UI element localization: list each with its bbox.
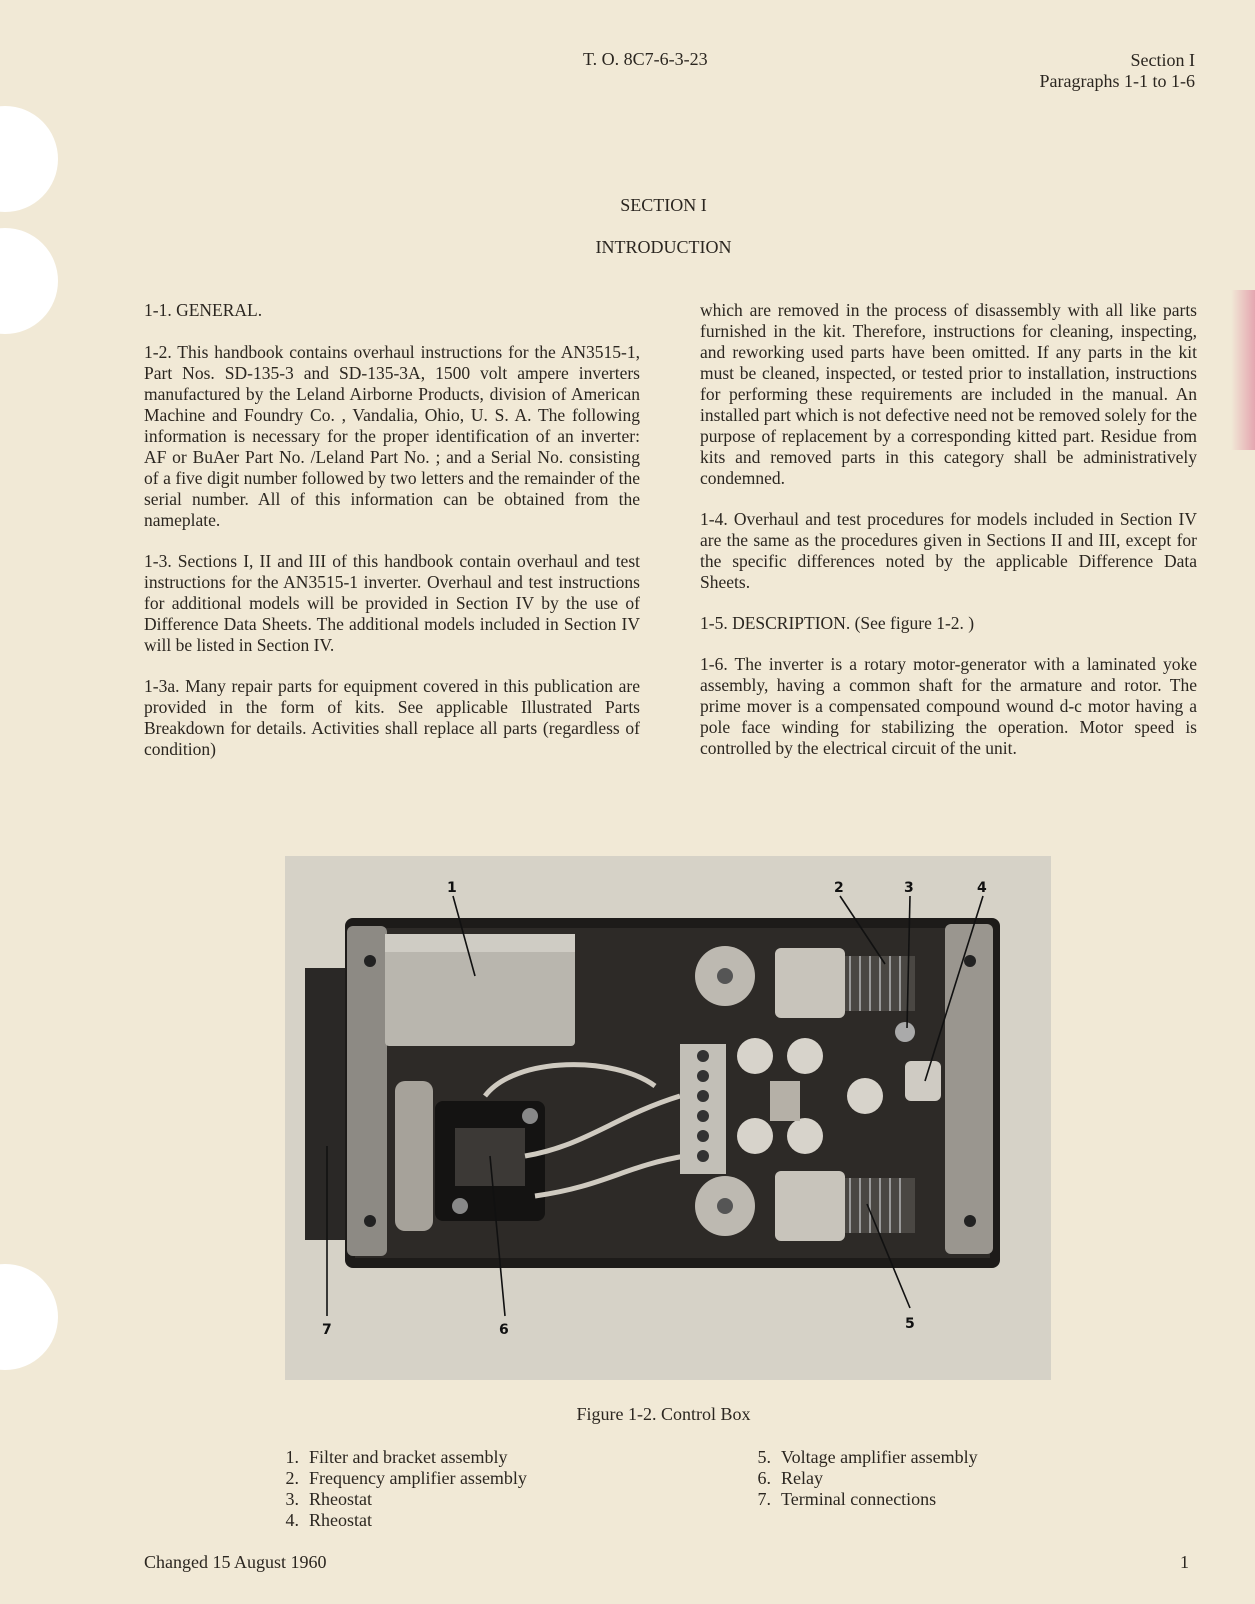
legend-num: 2. <box>285 1468 299 1488</box>
legend-item <box>736 1489 978 1510</box>
left-column <box>144 300 640 780</box>
legend-num: 6. <box>757 1468 771 1488</box>
section-title: SECTION I <box>620 195 707 215</box>
control-box-photo <box>285 856 1051 1380</box>
legend-item <box>264 1447 527 1468</box>
callout-4: 4 <box>977 880 987 896</box>
callout-7: 7 <box>322 1322 332 1338</box>
section-label: Section I <box>1130 50 1195 70</box>
legend-left <box>264 1447 527 1531</box>
callout-2: 2 <box>834 880 844 896</box>
legend-num: 7. <box>757 1489 771 1509</box>
legend-num: 1. <box>285 1447 299 1467</box>
paragraph-1-3a: 1-3a. Many repair parts for equipment covered in this publication are provided in the form of kits. See applicable Illustrated Parts Breakdown for details. Activities shall replace all parts (regardless of condition) <box>144 676 640 759</box>
page-edge-stain <box>1231 290 1255 450</box>
binder-hole-bottom <box>0 1264 58 1370</box>
legend-text: Rheostat <box>309 1510 372 1530</box>
figure-caption: Figure 1-2. Control Box <box>576 1404 751 1424</box>
paragraph-range: Paragraphs 1-1 to 1-6 <box>1039 71 1195 91</box>
legend-text: Frequency amplifier assembly <box>309 1468 527 1488</box>
legend-text: Terminal connections <box>781 1489 937 1509</box>
paragraph-1-1: 1-1. GENERAL. <box>144 300 263 320</box>
legend-text: Voltage amplifier assembly <box>781 1447 978 1467</box>
callout-5: 5 <box>905 1316 915 1332</box>
legend-num: 3. <box>285 1489 299 1509</box>
callout-1: 1 <box>447 880 457 896</box>
paragraph-1-3: 1-3. Sections I, II and III of this handbook contain overhaul and test instructions for the AN3515-1 inverter. Overhaul and test instructions for additional models will be provided in Section IV by the use of Difference Data Sheets. The additional models included in Section IV will be listed in Section IV. <box>144 551 640 655</box>
doc-number: T. O. 8C7-6-3-23 <box>583 49 708 69</box>
legend-right <box>736 1447 978 1510</box>
legend-text: Filter and bracket assembly <box>309 1447 508 1467</box>
change-date: Changed 15 August 1960 <box>144 1552 327 1572</box>
legend-text: Rheostat <box>309 1489 372 1509</box>
paragraph-1-4: 1-4. Overhaul and test procedures for models included in Section IV are the same as the procedures given in Sections II and III, except for the specific differences noted by the applicable Difference Data Sheets. <box>700 509 1197 592</box>
paragraph-1-6: 1-6. The inverter is a rotary motor-generator with a laminated yoke assembly, having a common shaft for the armature and rotor. The prime mover is a compensated compound wound d-c motor having a pole face winding for stabilizing the operation. Motor speed is controlled by the electrical circuit of the unit. <box>700 654 1197 758</box>
legend-text: Relay <box>781 1468 823 1488</box>
right-column <box>700 300 1197 779</box>
paragraph-1-2: 1-2. This handbook contains overhaul instructions for the AN3515-1, Part Nos. SD-135-3 and SD-135-3A, 1500 volt ampere inverters manufactured by the Leland Airborne Products, division of American Machine and Foundry Co. , Vandalia, Ohio, U. S. A. The following information is necessary for the proper identification of an inverter: AF or BuAer Part No. /Leland Part No. ; and a Serial No. consisting of a five digit number followed by two letters and the remainder of the serial number. All of this information can be obtained from the nameplate. <box>144 342 640 530</box>
control-box-illustration <box>285 856 1051 1380</box>
legend-item <box>736 1468 978 1489</box>
paragraph-kit-continuation: which are removed in the process of disassembly with all like parts furnished in the kit. Therefore, instructions for cleaning, inspecting, and reworking used parts have been omitted. If any parts in the kit must be cleaned, inspected, or tested prior to installation, instructions for performing these requirements are included in the manual. An installed part which is not defective need not be removed solely for the purpose of replacement by a corresponding kitted part. Residue from kits and removed parts in this category shall be administratively condemned. <box>700 300 1197 488</box>
callout-3: 3 <box>904 880 914 896</box>
introduction-heading: INTRODUCTION <box>595 237 732 257</box>
legend-num: 5. <box>757 1447 771 1467</box>
legend-num: 4. <box>285 1510 299 1530</box>
legend-item <box>264 1510 527 1531</box>
legend-item <box>264 1489 527 1510</box>
paragraph-1-5: 1-5. DESCRIPTION. (See figure 1-2. ) <box>700 613 975 633</box>
page-number: 1 <box>1180 1552 1189 1572</box>
legend-item <box>264 1468 527 1489</box>
callout-6: 6 <box>499 1322 509 1338</box>
legend-item <box>736 1447 978 1468</box>
